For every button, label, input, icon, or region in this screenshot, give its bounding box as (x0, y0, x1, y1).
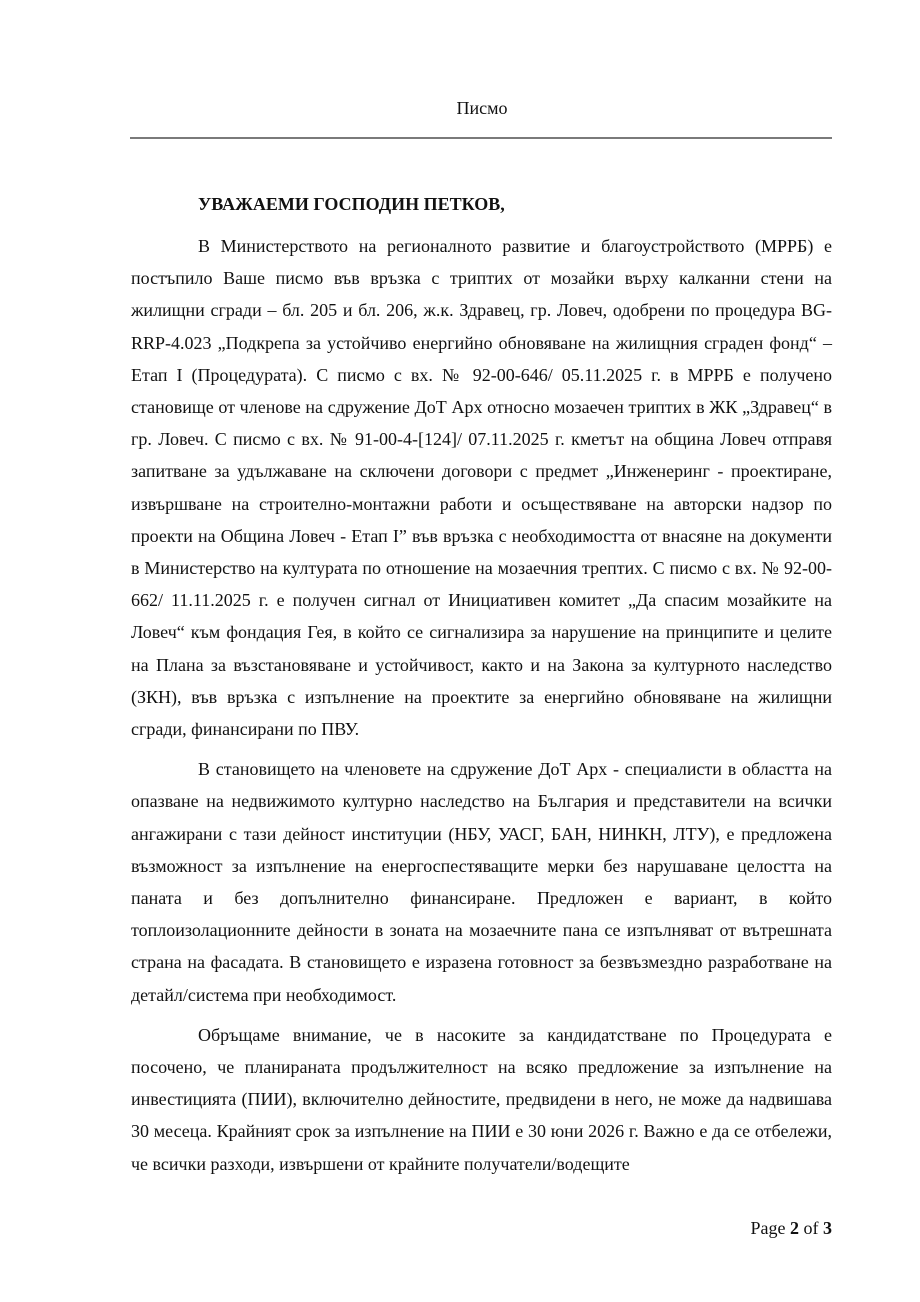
salutation: УВАЖАЕМИ ГОСПОДИН ПЕТКОВ, (198, 194, 505, 214)
page-number: 2 (790, 1218, 799, 1238)
page-total: 3 (823, 1218, 832, 1238)
page-word: Page (750, 1218, 786, 1238)
letter-body (131, 190, 832, 1180)
paragraph-1: В Министерството на регионалното развитие и благоустройството (МРРБ) е постъпило Ваше писмо във връзка с триптих от мозайки върху калканни стени на жилищни сгради – бл. 205 и бл. 206, ж.к. Здравец, гр. Ловеч, одобрени по процедура BG-RRP-4.023 „Подкрепа за устойчиво енергийно обновяване на жилищния сграден фонд“ – Етап I (Процедурата). С писмо с вх. № 92-00-646/ 05.11.2025 г. в МРРБ е получено становище от членове на сдружение ДоТ Арх относно мозаечен триптих в ЖК „Здравец“ в гр. Ловеч. С писмо с вх. № 91-00-4-[124]/ 07.11.2025 г. кметът на община Ловеч отправя запитване за удължаване на сключени договори с предмет „Инженеринг - проектиране, извършване на строително-монтажни работи и осъществяване на авторски надзор по проекти на Община Ловеч - Етап I” във връзка с необходимостта от внасяне на документи в Министерство на културата по отношение на мозаечния трептих. С писмо с вх. № 92-00-662/ 11.11.2025 г. е получен сигнал от Инициативен комитет „Да спасим мозайките на Ловеч“ към фондация Гея, в който се сигнализира за нарушение на принципите и целите на Плана за възстановяване и устойчивост, както и на Закона за културното наследство (ЗКН), във връзка с изпълнение на проектите за енергийно обновяване на жилищни сгради, финансирани по ПВУ. (131, 236, 832, 740)
header-divider (130, 137, 832, 139)
of-word: of (803, 1218, 819, 1238)
paragraph-3: Обръщаме внимание, че в насоките за кандидатстване по Процедурата е посочено, че планираната продължителност на всяко предложение за изпълнение на инвестицията (ПИИ), включително дейностите, предвидени в него, не може да надвишава 30 месеца. Крайният срок за изпълнение на ПИИ е 30 юни 2026 г. Важно е да се отбележи, че всички разходи, извършени от крайните получатели/водещите (131, 1024, 832, 1174)
paragraph-2: В становището на членовете на сдружение ДоТ Арх - специалисти в областта на опазване на недвижимото културно наследство на България и представители на всички ангажирани с тази дейност институции (НБУ, УАСГ, БАН, НИНКН, ЛТУ), е предложена възможност за изпълнение на енергоспестяващите мерки без нарушаване целостта на паната и без допълнително финансиране. Предложен е вариант, в който топлоизолационните дейности в зоната на мозаечните пана се изпълняват от вътрешната страна на фасадата. В становището е изразена готовност за безвъзмездно разработване на детайл/система при необходимост. (131, 759, 832, 1005)
page-header-title: Писмо (456, 98, 508, 118)
page-footer (751, 1216, 833, 1240)
